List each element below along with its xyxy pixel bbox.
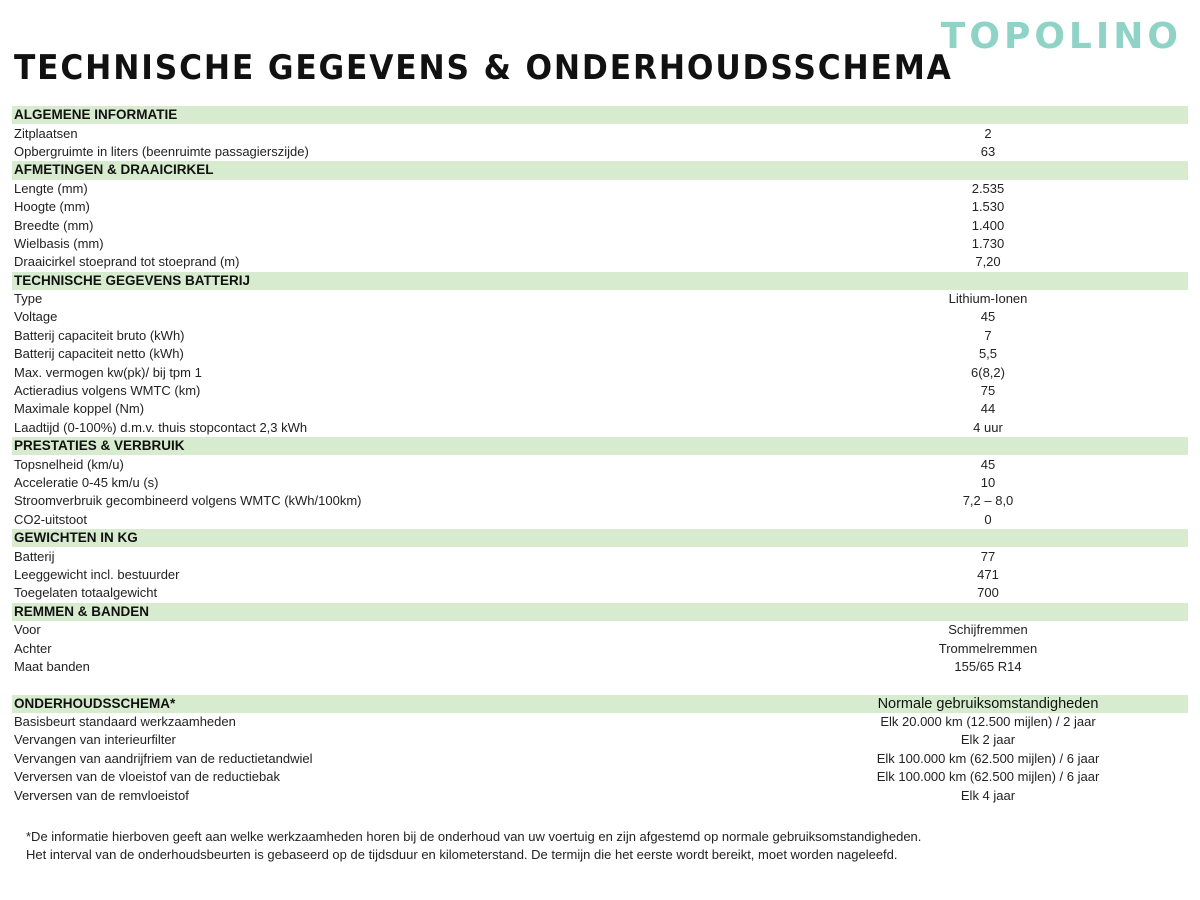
- table-row: [12, 639, 1188, 657]
- row-value: 5,5: [978, 346, 998, 362]
- row-label: Vervangen van aandrijfriem van de reductietandwiel: [14, 750, 313, 766]
- table-row: [12, 750, 1188, 768]
- section-header: [12, 603, 1188, 621]
- table-row: [12, 768, 1188, 786]
- row-value: 7: [984, 327, 992, 343]
- row-value: Elk 100.000 km (62.500 mijlen) / 6 jaar: [876, 750, 1100, 766]
- row-value: 700: [977, 585, 999, 601]
- row-value: 63: [980, 143, 996, 159]
- row-value: 155/65 R14: [954, 658, 1022, 674]
- row-value: 45: [980, 456, 996, 472]
- row-label: Opbergruimte in liters (beenruimte passagierszijde): [14, 143, 309, 159]
- section-title: AFMETINGEN & DRAAICIRKEL: [12, 161, 788, 179]
- table-row: [12, 308, 1188, 326]
- table-row: [12, 566, 1188, 584]
- footnote: [26, 828, 1176, 864]
- section-value: Normale gebruiksomstandigheden: [788, 695, 1188, 713]
- table-row: [12, 511, 1188, 529]
- row-label: Batterij capaciteit bruto (kWh): [14, 327, 185, 343]
- section-value: [788, 272, 1188, 290]
- row-label: Max. vermogen kw(pk)/ bij tpm 1: [14, 364, 202, 380]
- section-title: TECHNISCHE GEGEVENS BATTERIJ: [12, 272, 788, 290]
- row-label: Stroomverbruik gecombineerd volgens WMTC (kWh/100km): [14, 493, 362, 509]
- row-label: Basisbeurt standaard werkzaamheden: [14, 714, 236, 730]
- row-label: Topsnelheid (km/u): [14, 456, 124, 472]
- spec-table: [12, 106, 1188, 805]
- section-header: [12, 437, 1188, 455]
- row-value: 75: [980, 383, 996, 399]
- row-value: 1.530: [971, 199, 1005, 215]
- row-label: Zitplaatsen: [14, 125, 78, 141]
- row-label: Wielbasis (mm): [14, 235, 104, 251]
- section-title: PRESTATIES & VERBRUIK: [12, 437, 788, 455]
- row-label: Acceleratie 0-45 km/u (s): [14, 475, 159, 490]
- row-label: Vervangen van interieurfilter: [14, 732, 176, 748]
- row-value: 1.400: [971, 217, 1005, 233]
- table-row: [12, 216, 1188, 234]
- section-value: [788, 106, 1188, 124]
- table-row: [12, 382, 1188, 400]
- section-header: [12, 106, 1188, 124]
- spacer-row: [12, 676, 1188, 694]
- row-label: [12, 676, 788, 694]
- row-label: Laadtijd (0-100%) d.m.v. thuis stopcontact 2,3 kWh: [14, 419, 308, 435]
- section-value: [788, 437, 1188, 455]
- table-row: [12, 363, 1188, 381]
- row-value: 471: [977, 566, 999, 582]
- row-label: Batterij: [14, 548, 55, 564]
- table-row: [12, 547, 1188, 565]
- row-label: Voor: [14, 622, 41, 638]
- section-title: REMMEN & BANDEN: [12, 603, 788, 621]
- row-value: Elk 100.000 km (62.500 mijlen) / 6 jaar: [876, 769, 1100, 785]
- row-label: Actieradius volgens WMTC (km): [14, 383, 201, 399]
- row-label: Toegelaten totaalgewicht: [14, 585, 158, 601]
- brand-logo: TOPOLINO: [940, 16, 1182, 57]
- row-value: Elk 2 jaar: [960, 732, 1016, 748]
- section-title: ALGEMENE INFORMATIE: [12, 106, 788, 124]
- section-header: [12, 695, 1188, 713]
- row-value: 2: [984, 125, 992, 141]
- section-title: ONDERHOUDSSCHEMA*: [12, 695, 788, 713]
- row-label: Achter: [14, 640, 52, 656]
- table-row: [12, 124, 1188, 142]
- table-row: [12, 584, 1188, 602]
- row-value: Schijfremmen: [948, 622, 1028, 638]
- table-row: [12, 621, 1188, 639]
- table-row: [12, 658, 1188, 676]
- row-label: Batterij capaciteit netto (kWh): [14, 346, 184, 362]
- table-row: [12, 327, 1188, 345]
- row-value: 10: [980, 475, 996, 490]
- table-row: [12, 786, 1188, 804]
- row-label: Verversen van de remvloeistof: [14, 787, 189, 803]
- row-value: Elk 20.000 km (12.500 mijlen) / 2 jaar: [880, 714, 1096, 730]
- row-label: Maximale koppel (Nm): [14, 401, 145, 417]
- table-row: [12, 253, 1188, 271]
- section-value: [788, 603, 1188, 621]
- table-row: [12, 731, 1188, 749]
- table-row: [12, 180, 1188, 198]
- row-value: 0: [984, 511, 992, 527]
- row-value: 6(8,2): [971, 364, 1005, 380]
- row-value: [788, 676, 1188, 694]
- row-value: 77: [980, 548, 996, 564]
- row-value: Trommelremmen: [938, 640, 1038, 656]
- table-row: [12, 143, 1188, 161]
- table-row: [12, 474, 1188, 492]
- table-row: [12, 198, 1188, 216]
- row-label: Breedte (mm): [14, 217, 94, 233]
- table-row: [12, 455, 1188, 473]
- row-label: Draaicirkel stoeprand tot stoeprand (m): [14, 254, 240, 270]
- row-label: Leeggewicht incl. bestuurder: [14, 566, 180, 582]
- row-value: 4 uur: [973, 419, 1003, 435]
- table-row: [12, 713, 1188, 731]
- row-label: CO2-uitstoot: [14, 511, 87, 527]
- table-row: [12, 345, 1188, 363]
- section-header: [12, 529, 1188, 547]
- row-value: 44: [980, 401, 996, 417]
- row-label: Voltage: [14, 309, 58, 325]
- row-value: 1.730: [971, 235, 1005, 251]
- row-label: Type: [14, 291, 43, 307]
- table-row: [12, 400, 1188, 418]
- footnote-line-2: Het interval van de onderhoudsbeurten is gebaseerd op de tijdsduur en kilometerstand. De termijn die het eerste wordt bereikt, moet worden nageleefd.: [26, 847, 898, 862]
- row-label: Maat banden: [14, 658, 90, 674]
- row-value: 45: [980, 309, 996, 325]
- table-row: [12, 492, 1188, 510]
- row-value: 7,2 – 8,0: [962, 493, 1014, 509]
- row-label: Hoogte (mm): [14, 199, 90, 215]
- table-row: [12, 290, 1188, 308]
- row-label: Verversen van de vloeistof van de reductiebak: [14, 769, 280, 785]
- table-row: [12, 235, 1188, 253]
- footnote-line-1: *De informatie hierboven geeft aan welke werkzaamheden horen bij de onderhoud van uw voertuig en zijn afgestemd op normale gebruiksomstandigheden.: [26, 829, 922, 844]
- row-value: 7,20: [975, 254, 1001, 270]
- section-header: [12, 272, 1188, 290]
- row-value: 2.535: [971, 180, 1005, 196]
- row-value: Lithium-Ionen: [948, 291, 1028, 307]
- section-value: [788, 529, 1188, 547]
- page-title: TECHNISCHE GEGEVENS & ONDERHOUDSSCHEMA: [14, 48, 953, 88]
- row-label: Lengte (mm): [14, 180, 88, 196]
- section-value: [788, 161, 1188, 179]
- row-value: Elk 4 jaar: [960, 787, 1016, 803]
- table-row: [12, 419, 1188, 437]
- section-header: [12, 161, 1188, 179]
- section-title: GEWICHTEN IN KG: [12, 529, 788, 547]
